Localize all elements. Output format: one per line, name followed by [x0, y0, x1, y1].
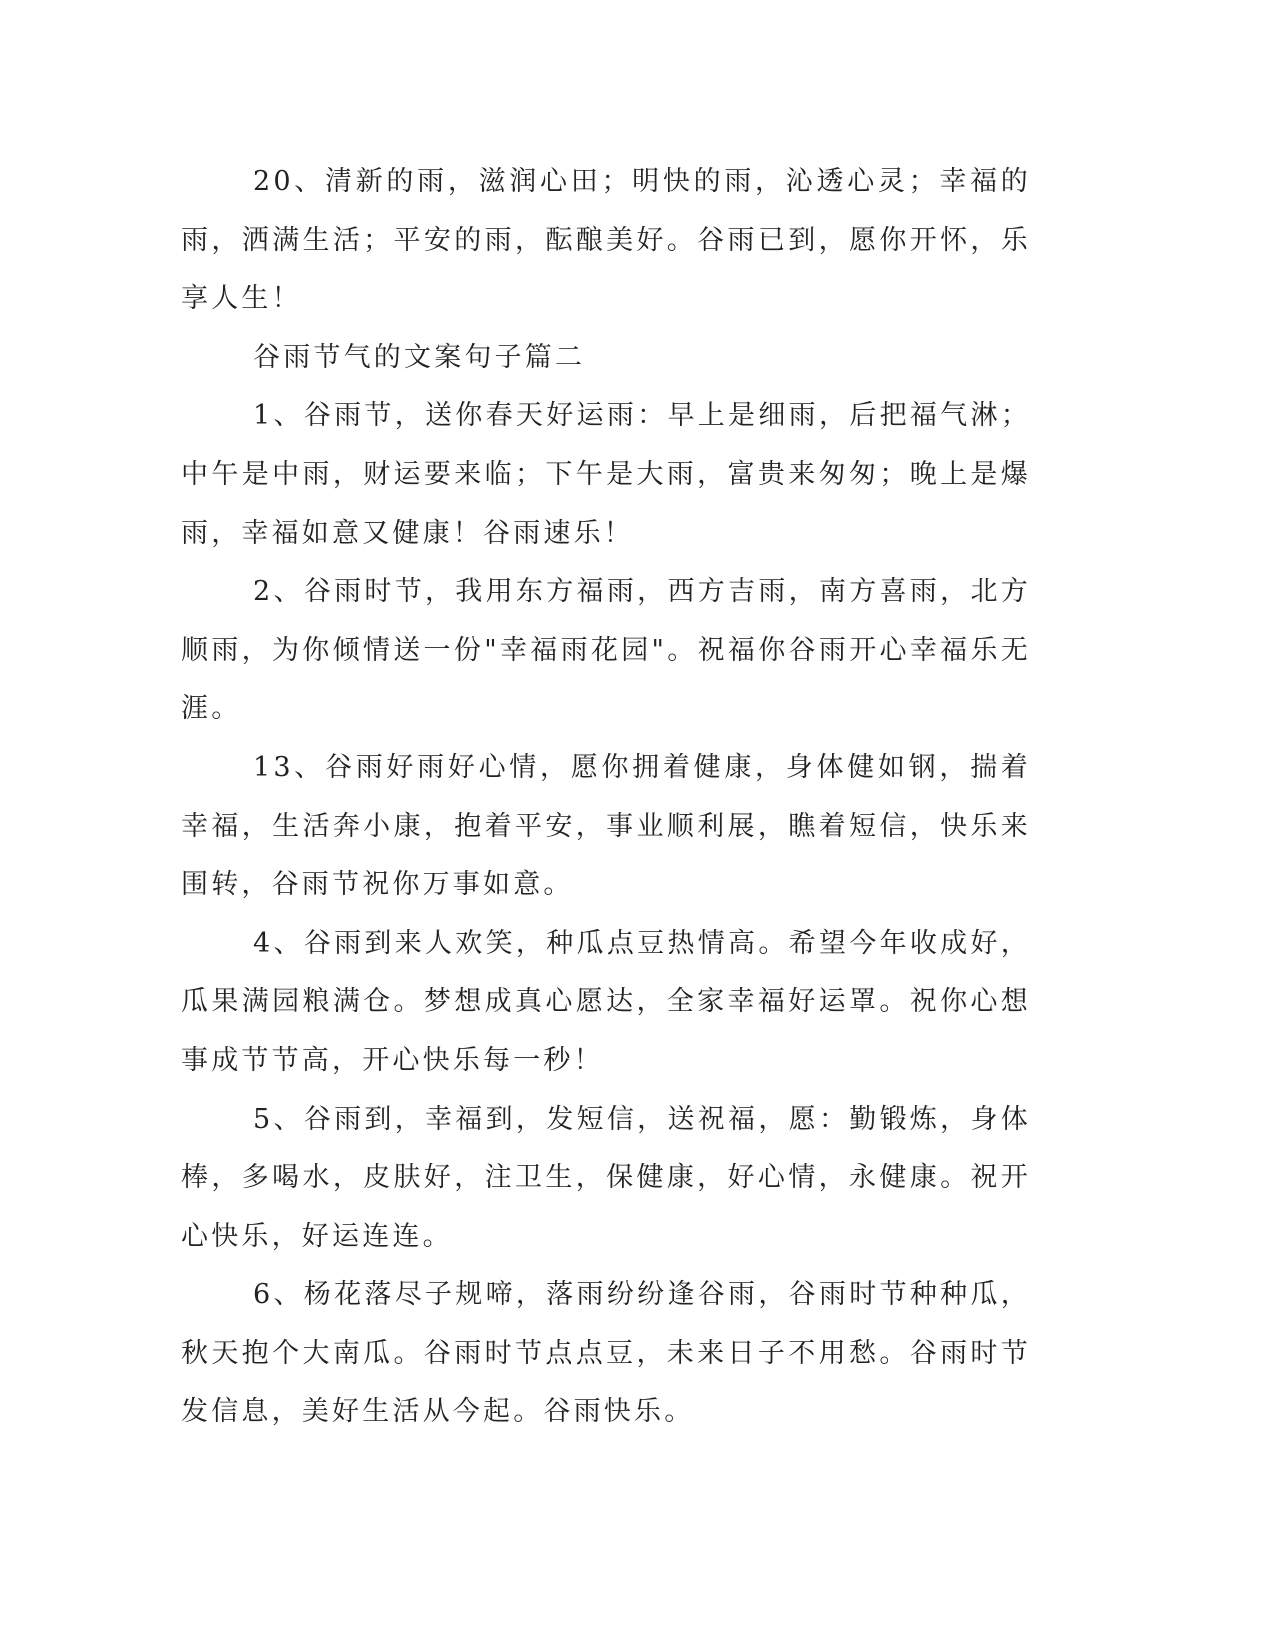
paragraph-item-4: 4、谷雨到来人欢笑，种瓜点豆热情高。希望今年收成好，瓜果满园粮满仓。梦想成真心愿达，全家幸福好运罩。祝你心想事成节节高，开心快乐每一秒！: [181, 927, 1031, 1076]
paragraph-item-2: 2、谷雨时节，我用东方福雨，西方吉雨，南方喜雨，北方顺雨，为你倾情送一份"幸福雨花园"。祝福你谷雨开心幸福乐无涯。: [181, 576, 1031, 725]
document-body: [181, 153, 1031, 1442]
paragraph-item-20: 20、清新的雨，滋润心田；明快的雨，沁透心灵；幸福的雨，洒满生活；平安的雨，酝酿美好。谷雨已到，愿你开怀，乐享人生！: [181, 166, 1031, 315]
paragraph-item-13: 13、谷雨好雨好心情，愿你拥着健康，身体健如钢，揣着幸福，生活奔小康，抱着平安，事业顺利展，瞧着短信，快乐来围转，谷雨节祝你万事如意。: [181, 751, 1031, 901]
paragraph-item-6: 6、杨花落尽子规啼，落雨纷纷逢谷雨，谷雨时节种种瓜，秋天抱个大南瓜。谷雨时节点点豆，未来日子不用愁。谷雨时节发信息，美好生活从今起。谷雨快乐。: [181, 1279, 1031, 1428]
paragraph-item-1: 1、谷雨节，送你春天好运雨：早上是细雨，后把福气淋；中午是中雨，财运要来临；下午是大雨，富贵来匆匆；晚上是爆雨，幸福如意又健康！谷雨速乐！: [181, 400, 1031, 549]
paragraph-item-5: 5、谷雨到，幸福到，发短信，送祝福，愿：勤锻炼，身体棒，多喝水，皮肤好，注卫生，保健康，好心情，永健康。祝开心快乐，好运连连。: [181, 1103, 1031, 1252]
section-heading: 谷雨节气的文案句子篇二: [253, 341, 586, 373]
